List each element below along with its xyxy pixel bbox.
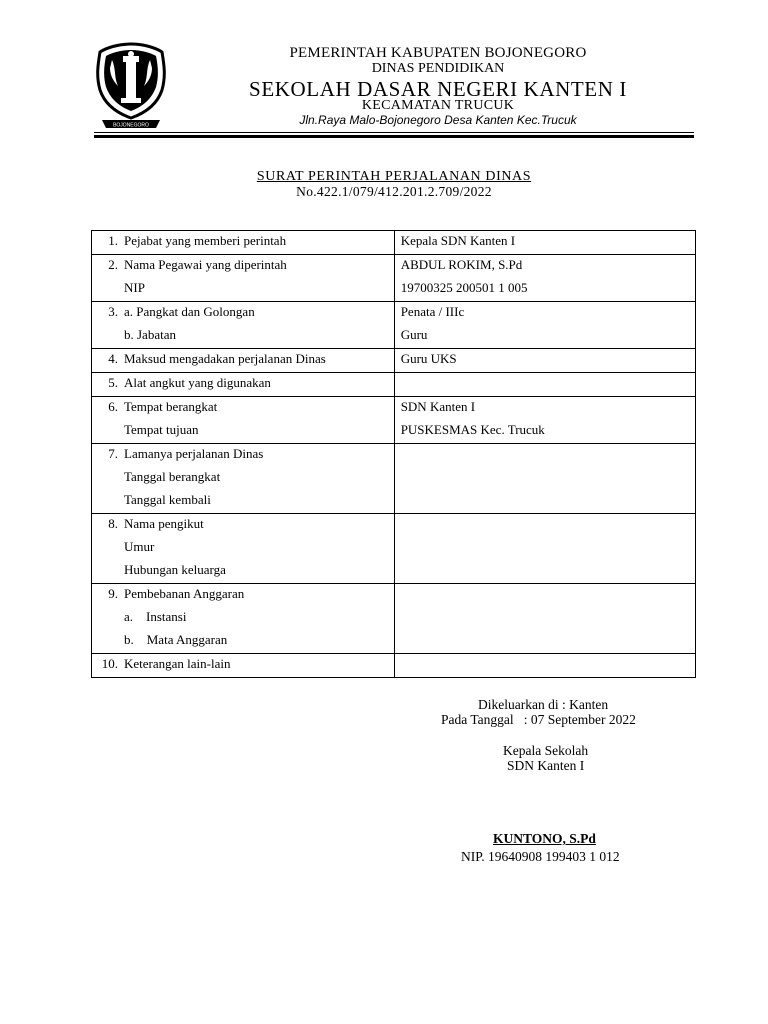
field-label: Tanggal berangkat [124,469,221,484]
field-label-cell [92,514,395,584]
field-value-cell [394,373,695,397]
field-label-cell [92,231,395,255]
field-value [395,560,695,583]
field-value: Guru [400,327,428,342]
field-label-line [92,514,394,537]
field-label: b. Jabatan [124,327,176,342]
field-label-line [92,255,394,278]
issued-place: Dikeluarkan di : Kanten [478,697,609,712]
field-label-line [92,490,394,513]
table-row [92,302,696,349]
field-value: SDN Kanten I [400,399,476,414]
signer-position: Kepala Sekolah [503,743,589,758]
item-number: 8. [108,516,118,531]
field-value: Penata / IIIc [400,304,465,319]
field-label: a. Pangkat dan Golongan [124,304,255,319]
travel-order-table [91,230,696,678]
field-value [395,514,695,537]
regency-logo [92,42,170,134]
signer-name: KUNTONO, S.Pd [493,831,596,846]
field-value-cell [394,514,695,584]
field-label-cell [92,302,395,349]
field-value-cell [394,654,695,678]
field-label-line [92,584,394,607]
field-label-cell [92,444,395,514]
field-label: Tempat tujuan [124,422,199,437]
table-row [92,654,696,678]
field-label: Tempat berangkat [124,399,218,414]
field-value-cell [394,349,695,373]
table-row [92,255,696,302]
field-label-cell [92,654,395,678]
field-value-cell [394,231,695,255]
field-label: Umur [124,539,155,554]
letterhead-district: KECAMATAN TRUCUK [361,98,515,113]
field-label: Pembebanan Anggaran [124,586,245,601]
field-value [395,373,695,396]
field-label-line [92,349,394,372]
signer-nip: NIP. 19640908 199403 1 012 [461,849,620,864]
item-number: 1. [108,233,118,248]
issued-date: Pada Tanggal : 07 September 2022 [441,712,636,727]
table-row [92,514,696,584]
field-label-line [92,278,394,301]
item-number: 4. [108,351,118,366]
field-value [395,654,695,677]
table-row [92,584,696,654]
item-number: 6. [108,399,118,414]
item-number: 7. [108,446,118,461]
field-value-cell [394,397,695,444]
field-label: Pejabat yang memberi perintah [124,233,287,248]
field-label: Nama pengikut [124,516,204,531]
letterhead-office: DINAS PENDIDIKAN [371,61,505,76]
item-number: 10. [101,656,118,671]
field-label-line [92,654,394,677]
field-value [395,607,695,630]
item-number: 3. [108,304,118,319]
field-label-line [92,231,394,254]
field-value-cell [394,255,695,302]
table-row [92,444,696,514]
field-label: Keterangan lain-lain [124,656,231,671]
field-value: Guru UKS [400,351,457,366]
field-label-line [92,373,394,396]
table-row [92,373,696,397]
field-value: PUSKESMAS Kec. Trucuk [400,422,545,437]
field-label-cell [92,349,395,373]
field-value [395,444,695,467]
item-number: 2. [108,257,118,272]
field-label-cell [92,584,395,654]
field-label-line [92,467,394,490]
field-value [395,584,695,607]
field-label: b. Mata Anggaran [124,632,228,647]
document-number: No.422.1/079/412.201.2.709/2022 [296,184,492,199]
field-value [395,630,695,653]
field-value-cell [394,584,695,654]
item-number: 9. [108,586,118,601]
letterhead-government: PEMERINTAH KABUPATEN BOJONEGORO [289,45,587,61]
field-label-line [92,630,394,653]
field-label-line [92,444,394,467]
letterhead-rule-thin [94,132,694,133]
field-label: Tanggal kembali [124,492,211,507]
table-row [92,231,696,255]
field-value: 19700325 200501 1 005 [400,280,528,295]
field-label-line [92,560,394,583]
field-label-cell [92,373,395,397]
signer-institution: SDN Kanten I [507,758,585,773]
field-label-line [92,302,394,325]
field-label-line [92,607,394,630]
item-number: 5. [108,375,118,390]
field-label-line [92,537,394,560]
field-label: Alat angkut yang digunakan [124,375,271,390]
field-label-cell [92,255,395,302]
table-row [92,349,696,373]
letterhead-rule-thick [94,135,694,138]
field-label: Lamanya perjalanan Dinas [124,446,264,461]
letterhead-address: Jln.Raya Malo-Bojonegoro Desa Kanten Kec.Trucuk [299,113,577,127]
letterhead-school-name: SEKOLAH DASAR NEGERI KANTEN I [249,77,627,101]
field-value [395,537,695,560]
field-label: a. Instansi [124,609,187,624]
field-value [395,490,695,513]
field-label-line [92,325,394,348]
field-label: Nama Pegawai yang diperintah [124,257,287,272]
document-title: SURAT PERINTAH PERJALANAN DINAS [256,169,532,184]
field-label-line [92,397,394,420]
logo-ribbon-text: BOJONEGORO [113,122,149,129]
field-label-line [92,420,394,443]
field-label: Maksud mengadakan perjalanan Dinas [124,351,326,366]
field-value [395,467,695,490]
field-label-cell [92,397,395,444]
table-row [92,397,696,444]
field-value: ABDUL ROKIM, S.Pd [400,257,523,272]
field-value-cell [394,302,695,349]
field-value: Kepala SDN Kanten I [400,233,516,248]
field-label: NIP [124,280,145,295]
field-label: Hubungan keluarga [124,562,226,577]
field-value-cell [394,444,695,514]
